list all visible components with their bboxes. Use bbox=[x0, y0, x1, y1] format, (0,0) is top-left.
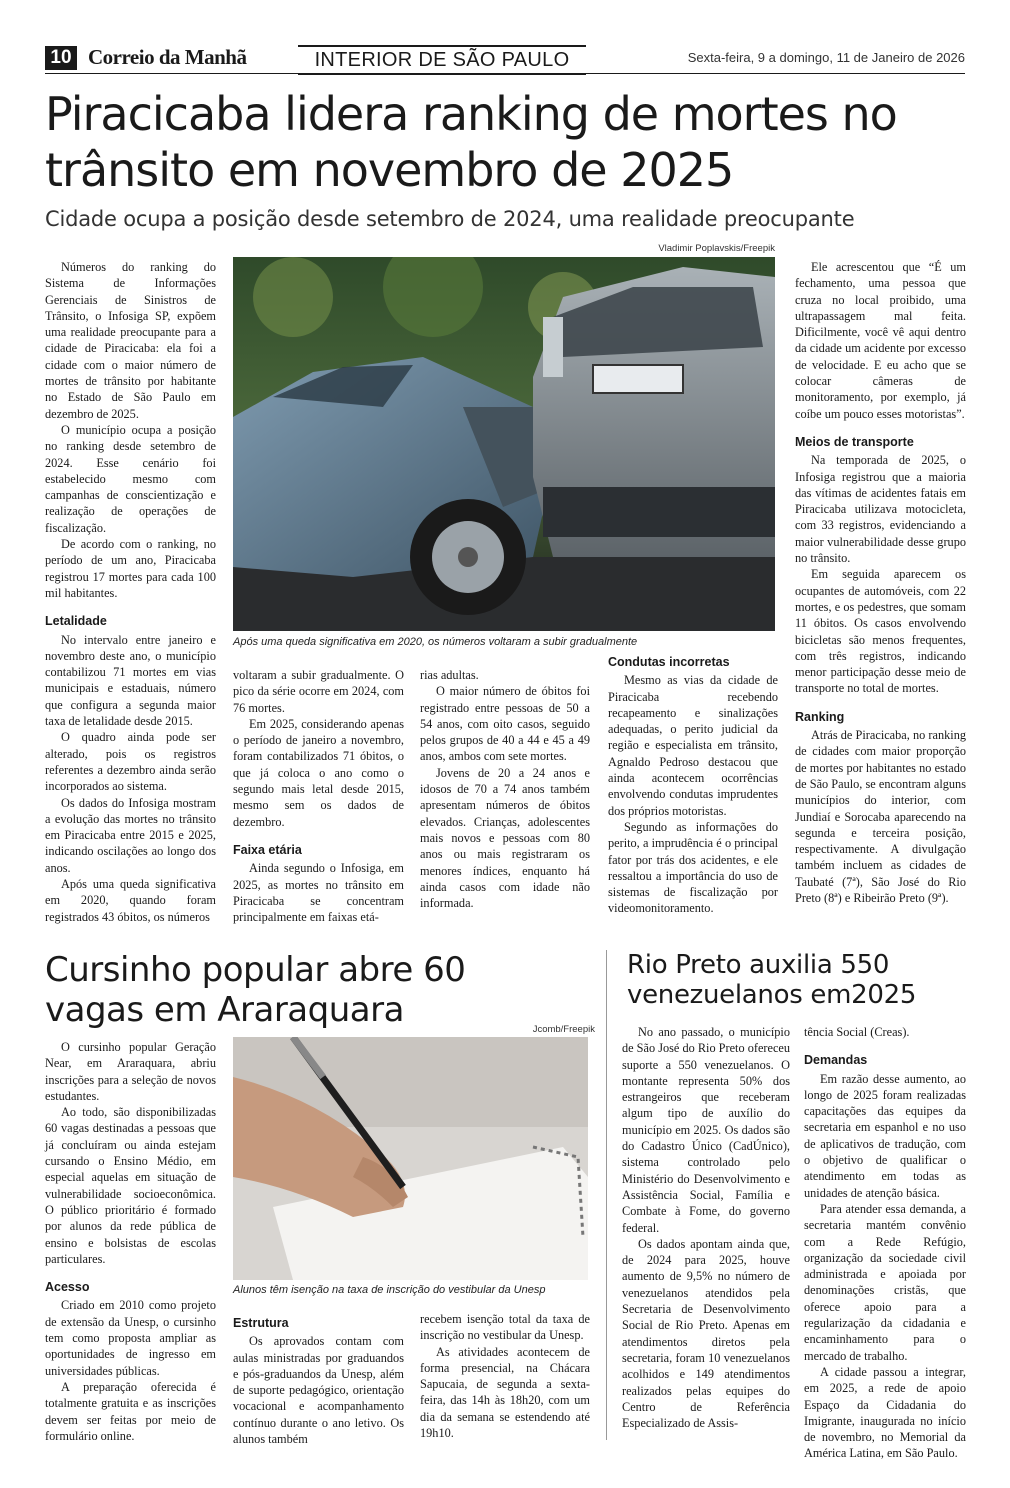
paragraph: O quadro ainda pode ser alterado, pois os registros referentes a dezembro ainda serão incorporados ao sistema. bbox=[45, 730, 216, 794]
paragraph: O maior número de óbitos foi registrado entre pessoas de 50 a 54 anos, com oito casos, seguido pelos grupos de 40 a 44 e 45 a 49 anos, ambos com sete mortes. bbox=[420, 684, 590, 764]
article1-photo-caption: Após uma queda significativa em 2020, os números voltaram a subir gradualmente bbox=[233, 636, 638, 648]
edition-date: Sexta-feira, 9 a domingo, 11 de Janeiro de 2026 bbox=[687, 50, 965, 65]
subheading-meios-transporte: Meios de transporte bbox=[795, 434, 914, 449]
subheading-faixa-etaria: Faixa etária bbox=[233, 842, 302, 857]
paragraph: O município ocupa a posição no ranking desde setembro de 2024. Esse cenário foi estabelecido mesmo com campanhas de conscientização e realização de operações de fiscalização. bbox=[45, 422, 216, 535]
section-title: INTERIOR DE SÃO PAULO bbox=[298, 45, 586, 75]
header-divider bbox=[45, 73, 965, 74]
paragraph: Criado em 2010 como projeto de extensão da Unesp, o cursinho tem como proposta ampliar as oportunidades de ingresso em universidades públicas. bbox=[45, 1298, 216, 1378]
paragraph: As atividades acontecem de forma presencial, na Chácara Sapucaia, de segunda a sexta-feira, das 14h às 18h20, com um dia da semana se estendendo até 19h10. bbox=[420, 1344, 590, 1441]
article1-column-4 bbox=[608, 654, 778, 917]
writing-photo bbox=[233, 1037, 588, 1280]
paragraph: De acordo com o ranking, no período de um ano, Piracicaba registrou 17 mortes para cada 100 mil habitantes. bbox=[45, 537, 216, 600]
paragraph: Ainda segundo o Infosiga, em 2025, as mortes no trânsito em Piracicaba se concentram principalmente em faixas etá- bbox=[233, 861, 404, 925]
newspaper-logo: Correio da Manhã bbox=[88, 45, 247, 69]
paragraph: Os dados apontam ainda que, de 2024 para 2025, houve aumento de 9,5% no número de venezuelanos atendidos pela Secretaria de Desenvolvimento Social de Rio Preto. Apenas em atendimentos diretos pela secretaria, foram 10 venezuelanos acolhidos e 149 atendimentos realizados pelas equipes do Centro de Referência Especializado de Assis- bbox=[622, 1236, 790, 1431]
paragraph: Em seguida aparecem os ocupantes de automóveis, com 22 mortes, e os pedestres, que somam 11 óbitos. Os casos envolvendo bicicletas são menos frequentes, com três registros, indicando menor participação desse meio de transporte no total de mortes. bbox=[795, 567, 966, 696]
paragraph: A preparação oferecida é totalmente gratuita e as inscrições devem ser feitas por meio de formulário online. bbox=[45, 1379, 216, 1443]
paragraph: Após uma queda significativa em 2020, quando foram registrados 43 óbitos, os números bbox=[45, 876, 216, 924]
paragraph: Na temporada de 2025, o Infosiga registrou que a maioria das vítimas de acidentes fatais em Piracicaba utilizava motocicleta, com 33 registros, evidenciando a maior vulnerabilidade desse grupo no trânsito. bbox=[795, 453, 966, 566]
paragraph: No intervalo entre janeiro e novembro deste ano, o município contabilizou 71 mortes em vias municipais e estaduais, número que configura a segunda maior taxa de letalidade desde 2015. bbox=[45, 632, 216, 729]
article1-headline: Piracicaba lidera ranking de mortes no trânsito em novembro de 2025 bbox=[45, 87, 897, 197]
car-crash-photo bbox=[233, 257, 775, 631]
paragraph: voltaram a subir gradualmente. O pico da série ocorre em 2024, com 76 mortes. bbox=[233, 668, 404, 715]
paragraph: Para atender essa demanda, a secretaria mantém convênio com a Rede Refúgio, organização da sociedade civil administrada e apoiada por denominações cristãs, que oferece apoio para a regularização da cidadania e encaminhamento para o mercado de trabalho. bbox=[804, 1201, 966, 1363]
paragraph: Atrás de Piracicaba, no ranking de cidades com maior proporção de mortes por habitantes no estado de São Paulo, se encontram alguns municípios do interior, com Jundiaí e Sorocaba aparecendo na segunda e terceira posição, respectivamente. A divulgação também incluem as cidades de Taubaté (7ª), São José do Rio Preto (8ª) e Ribeirão Preto (9ª). bbox=[795, 728, 966, 905]
article3-column-1 bbox=[622, 1024, 790, 1431]
subheading-condutas: Condutas incorretas bbox=[608, 655, 730, 669]
article1-photo-credit: Vladimir Poplavskis/Freepik bbox=[658, 243, 775, 254]
paragraph: Os dados do Infosiga mostram a evolução das mortes no trânsito em Piracicaba entre 2015 e 2025, indicando oscilações ao longo dos anos. bbox=[45, 795, 216, 875]
article2-photo-caption: Alunos têm isenção na taxa de inscrição do vestibular da Unesp bbox=[233, 1284, 546, 1296]
paragraph: Mesmo as vias da cidade de Piracicaba recebendo recapeamento e sinalizações adequadas, o perito judicial da região e especialista em trânsito, Agnaldo Pedroso destacou que ainda acontecem ocorrências envolvendo condutas imprudentes dos próprios motoristas. bbox=[608, 673, 778, 818]
article2-photo-credit: Jcomb/Freepik bbox=[532, 1024, 595, 1035]
article1-column-1 bbox=[45, 259, 216, 925]
subheading-demandas: Demandas bbox=[804, 1053, 868, 1068]
subheading-estrutura: Estrutura bbox=[233, 1316, 289, 1330]
paragraph: Ele acrescentou que “É um fechamento, uma pessoa que cruza no local proibido, uma ultrapassagem mal feita. Dificilmente, você vê aqui dentro da cidade um acidente por excesso de velocidade. E eu acho que se colocar câmeras de monitoramento, por exemplo, já coíbe um pouco esses motoristas”. bbox=[795, 260, 966, 421]
paragraph: recebem isenção total da taxa de inscrição no vestibular da Unesp. bbox=[420, 1312, 590, 1343]
paragraph: Números do ranking do Sistema de Informações Gerenciais de Sinistros de Trânsito, o Infosiga SP, expõem uma realidade preocupante para a cidade de Piracicaba: ela foi a cidade com o maior número de mortes de trânsito por habitante no Estado de São Paulo em dezembro de 2025. bbox=[45, 260, 216, 421]
paragraph: Jovens de 20 a 24 anos e idosos de 70 a 74 anos também apresentam números de óbitos elevados. Crianças, adolescentes mais novos e pessoas com 80 anos ou mais registraram os menores índices, enquanto há ainda casos com idade não informada. bbox=[420, 765, 590, 911]
subheading-acesso: Acesso bbox=[45, 1280, 90, 1295]
paragraph: Em razão desse aumento, ao longo de 2025 foram realizadas capacitações das equipes da secretaria em espanhol e no uso de aplicativos de tradução, com o objetivo de qualificar o atendimento em todas as unidades de atenção básica. bbox=[804, 1071, 966, 1200]
article2-column-2 bbox=[233, 1315, 404, 1447]
article2-headline: Cursinho popular abre 60 vagas em Araraquara bbox=[45, 950, 466, 1030]
paragraph: tência Social (Creas). bbox=[804, 1025, 910, 1039]
article1-column-2 bbox=[233, 667, 404, 925]
paragraph: rias adultas. bbox=[420, 668, 479, 682]
article1-column-3 bbox=[420, 667, 590, 911]
paragraph: Ao todo, são disponibilizadas 60 vagas destinadas a pessoas que já concluíram ou ainda estejam cursando o Ensino Médio, em especial aquelas em situação de vulnerabilidade socioeconômica. O público prioritário é formado por alunos da rede pública de ensino e bolsistas de escolas particulares. bbox=[45, 1105, 216, 1266]
paragraph: Em 2025, considerando apenas o período de janeiro a novembro, foram contabilizados 71 óbitos, o que já coloca o ano como o segundo mais letal desde 2015, mesmo sem os dados de dezembro. bbox=[233, 716, 404, 829]
article1-column-5 bbox=[795, 259, 966, 906]
article3-column-2 bbox=[804, 1024, 966, 1462]
column-divider bbox=[606, 950, 607, 1440]
paragraph: Os aprovados contam com aulas ministradas por graduandos e pós-graduandos da Unesp, além de suporte pedagógico, orientação vocacional e acompanhamento contínuo durante o ano letivo. Os alunos também bbox=[233, 1334, 404, 1447]
subheading-letalidade: Letalidade bbox=[45, 614, 107, 629]
article2-column-3 bbox=[420, 1311, 590, 1441]
paragraph: Segundo as informações do perito, a imprudência é o principal fator por trás dos acidentes, e ele ressaltou a importância do uso de sistemas de fiscalização por videomonitoramento. bbox=[608, 819, 778, 916]
paragraph: No ano passado, o município de São José do Rio Preto ofereceu suporte a 550 venezuelanos. O montante representa 50% dos estrangeiros que receberam algum tipo de auxílio do município em 2025. Os dados são do Cadastro Único (CadÚnico), sistema controlado pelo Ministério do Desenvolvimento e Assistência Social, Família e Combate à Fome, do governo federal. bbox=[622, 1025, 791, 1235]
article3-headline: Rio Preto auxilia 550 venezuelanos em2025 bbox=[627, 950, 917, 1010]
paragraph: A cidade passou a integrar, em 2025, a rede de apoio Espaço da Cidadania do Imigrante, inaugurada no início de novembro, no Memorial da América Latina, em São Paulo. bbox=[804, 1364, 966, 1461]
subheading-ranking: Ranking bbox=[795, 709, 845, 724]
paragraph: O cursinho popular Geração Near, em Araraquara, abriu inscrições para a seleção de novos estudantes. bbox=[45, 1040, 216, 1103]
article2-column-1 bbox=[45, 1039, 216, 1444]
article1-subheadline: Cidade ocupa a posição desde setembro de 2024, uma realidade preocupante bbox=[45, 207, 855, 231]
page-number: 10 bbox=[45, 46, 77, 70]
